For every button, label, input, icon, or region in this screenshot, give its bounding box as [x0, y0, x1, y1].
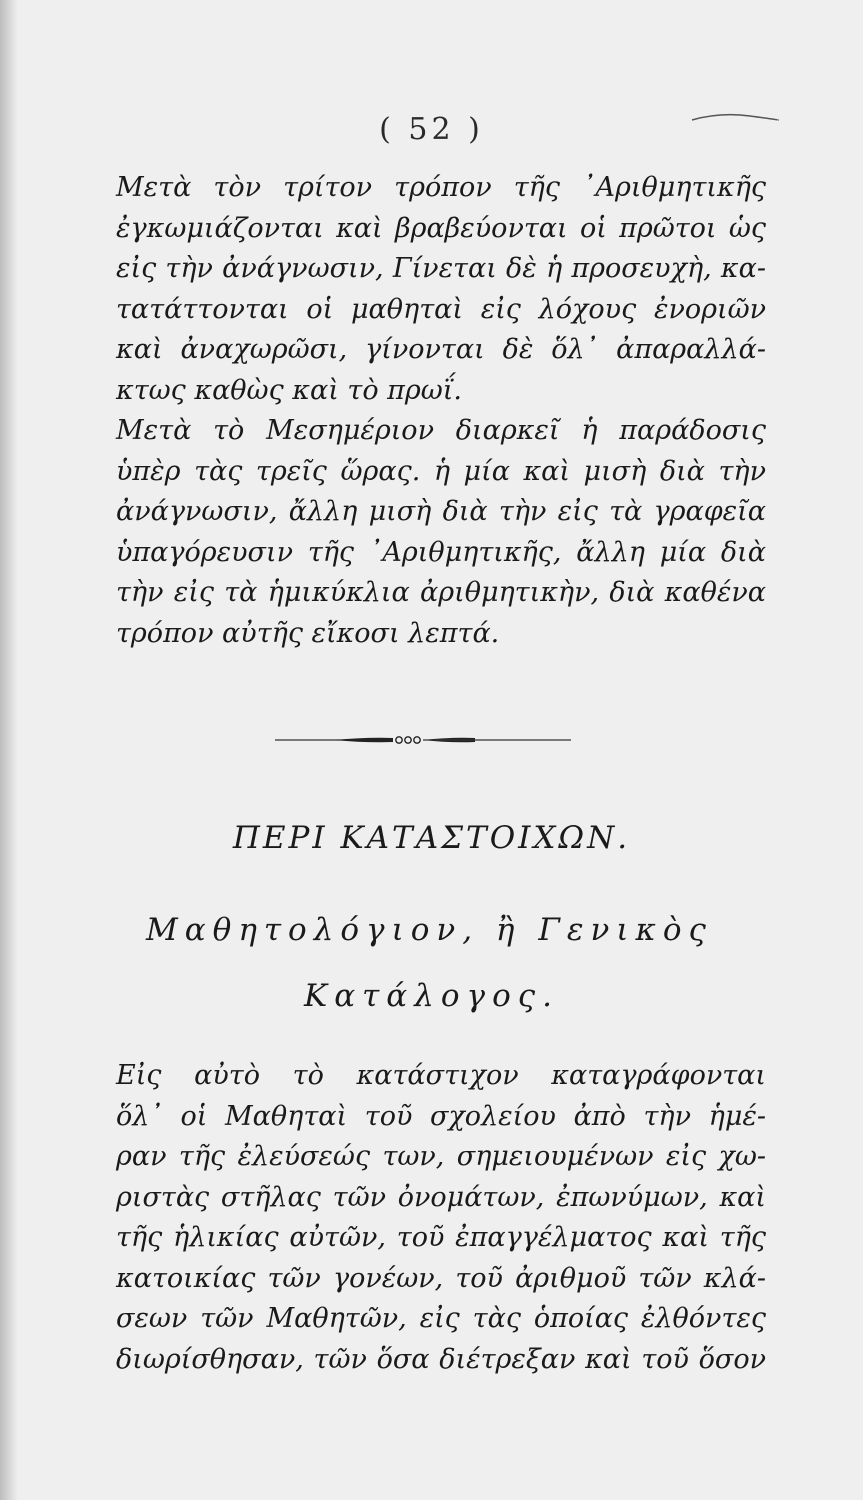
- paragraph-afternoon-order: [116, 168, 766, 411]
- text-line: ραν τῆς ἐλεύσεώς των, σημειουμένων εἰς χω-: [116, 1141, 766, 1172]
- page-number: ( 52 ): [379, 112, 484, 147]
- text-line: κτως καθὼς καὶ τὸ πρωΐ.: [116, 374, 462, 406]
- text-line: διωρίσθησαν, τῶν ὅσα διέτρεξαν καὶ τοῦ ὅσον: [116, 1343, 766, 1375]
- text-line: Μετὰ τὸ Μεσημέριον διαρκεῖ ἡ παράδοσις: [116, 415, 766, 446]
- body-text-bottom: [116, 1056, 766, 1380]
- section-divider-ornament: [275, 720, 571, 760]
- text-line: Μετὰ τὸν τρίτον τρόπον τῆς ᾿Αριθμητικῆς: [116, 172, 766, 203]
- text-line: τῆς ἡλικίας αὐτῶν, τοῦ ἐπαγγέλματος καὶ τῆς: [116, 1222, 766, 1253]
- subsection-title-line-1: Μαθητολόγιον, ἢ Γενικὸς: [146, 912, 713, 948]
- paragraph-midday-lessons: [116, 411, 766, 654]
- text-line: καὶ ἀναχωρῶσι, γίνονται δὲ ὅλ᾽ ἀπαραλλά-: [116, 334, 766, 365]
- binding-shadow: [0, 0, 18, 1500]
- paragraph-register-description: [116, 1056, 766, 1380]
- text-line: σεων τῶν Μαθητῶν, εἰς τὰς ὁποίας ἐλθόντες: [116, 1303, 766, 1334]
- text-line: εἰς τὴν ἀνάγνωσιν, Γίνεται δὲ ἡ προσευχὴ, κα-: [116, 253, 766, 284]
- text-line: κατοικίας τῶν γονέων, τοῦ ἀριθμοῦ τῶν κλά-: [116, 1262, 766, 1294]
- text-line: τατάττονται οἱ μαθηταὶ εἰς λόχους ἐνοριῶν: [116, 293, 766, 325]
- subsection-title-line-2: Κατάλογος.: [304, 978, 559, 1014]
- body-text-top: [116, 168, 766, 654]
- text-line: ὑπαγόρευσιν τῆς ᾿Αριθμητικῆς, ἄλλη μία διὰ: [116, 536, 766, 568]
- text-line: ἀνάγνωσιν, ἄλλη μισὴ διὰ τὴν εἰς τὰ γραφεῖα: [116, 496, 766, 527]
- text-line: Εἰς αὐτὸ τὸ κατάστιχον καταγράφονται: [116, 1060, 766, 1091]
- text-line: ὑπὲρ τὰς τρεῖς ὥρας. ἡ μία καὶ μισὴ διὰ τὴν: [116, 455, 766, 487]
- text-line: ὅλ᾽ οἱ Μαθηταὶ τοῦ σχολείου ἀπὸ τὴν ἡμέ-: [116, 1100, 766, 1132]
- text-line: τὴν εἰς τὰ ἡμικύκλια ἀριθμητικὴν, διὰ καθένα: [116, 577, 766, 608]
- text-line: τρόπον αὐτῆς εἴκοσι λεπτά.: [116, 617, 500, 649]
- section-title: ΠΕΡΙ ΚΑΤΑΣΤΟΙΧΩΝ.: [232, 820, 631, 856]
- text-line: ριστὰς στῆλας τῶν ὀνομάτων, ἐπωνύμων, καὶ: [116, 1181, 766, 1213]
- text-line: ἐγκωμιάζονται καὶ βραβεύονται οἱ πρῶτοι ὡς: [116, 212, 766, 244]
